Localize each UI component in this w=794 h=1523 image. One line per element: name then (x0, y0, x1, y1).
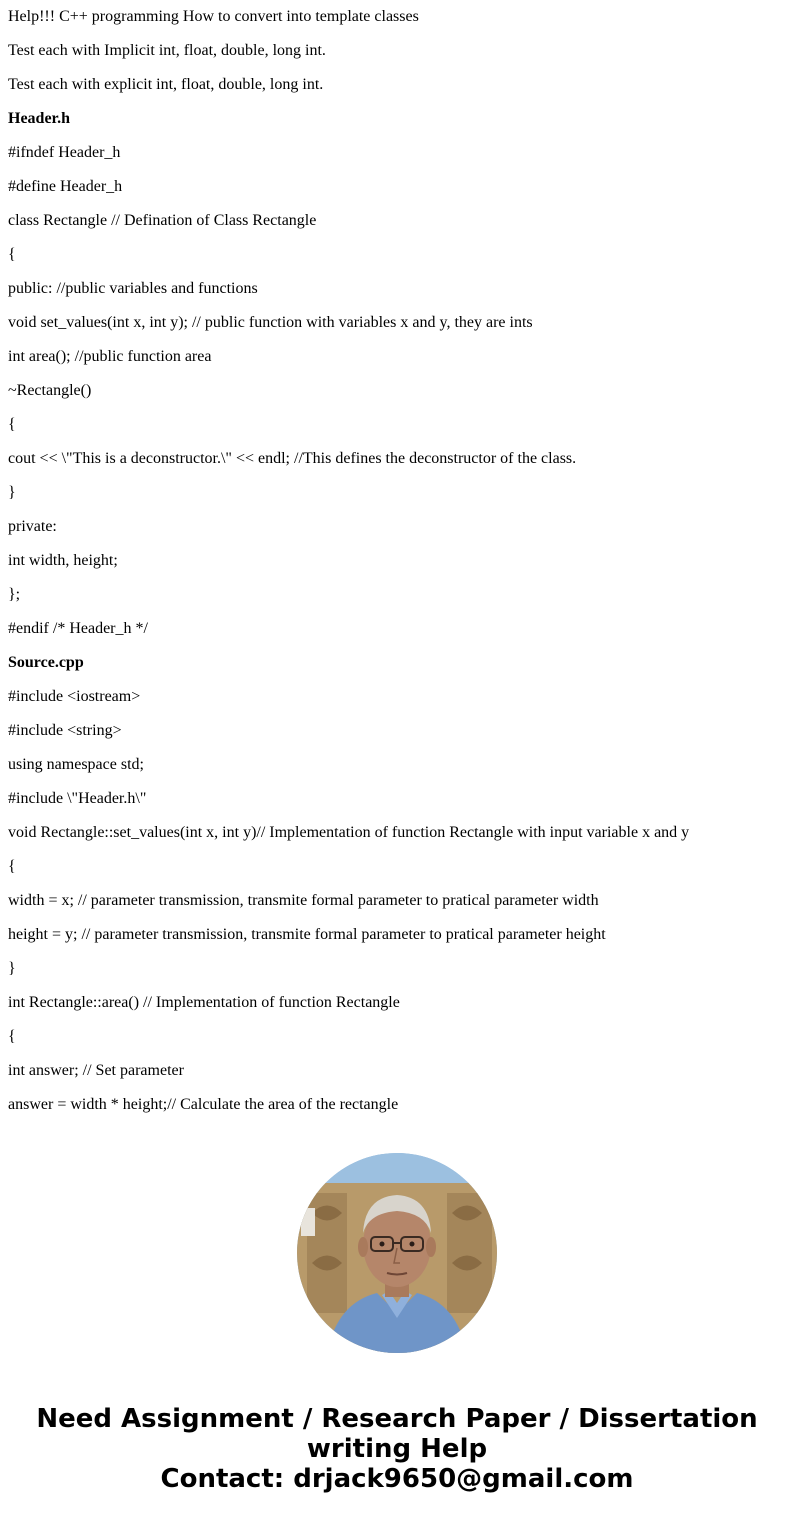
document-line: #include <iostream> (8, 688, 141, 705)
document-line: { (8, 1028, 16, 1045)
document-line: void Rectangle::set_values(int x, int y)// Implementation of function Rectangle with input variable x and y (8, 824, 690, 841)
document-line: ~Rectangle() (8, 382, 92, 399)
document-line: int area(); //public function area (8, 348, 212, 365)
document-line: using namespace std; (8, 756, 144, 773)
document-line: int width, height; (8, 552, 118, 569)
document-line: void set_values(int x, int y); // public function with variables x and y, they are ints (8, 314, 533, 331)
document-line: } (8, 484, 16, 501)
document-line: public: //public variables and functions (8, 280, 258, 297)
portrait-icon (297, 1153, 497, 1353)
document-line: #include \"Header.h\" (8, 790, 147, 807)
document-line: Help!!! C++ programming How to convert into template classes (8, 8, 419, 25)
footer-contact: Contact: drjack9650@gmail.com (160, 1464, 634, 1494)
document-line: int answer; // Set parameter (8, 1062, 184, 1079)
document-line: { (8, 416, 16, 433)
document-line: Test each with explicit int, float, double, long int. (8, 76, 324, 93)
document-line: cout << \"This is a deconstructor.\" << endl; //This defines the deconstructor of the class. (8, 450, 577, 467)
document-line: { (8, 246, 16, 263)
document-line: #endif /* Header_h */ (8, 620, 148, 637)
document-line: Test each with Implicit int, float, double, long int. (8, 42, 326, 59)
document-line: private: (8, 518, 57, 535)
document-line: width = x; // parameter transmission, transmite formal parameter to pratical parameter width (8, 892, 599, 909)
footer-line-1: Need Assignment / Research Paper / Dissertation (36, 1404, 758, 1434)
document-line: int Rectangle::area() // Implementation of function Rectangle (8, 994, 400, 1011)
document-line: answer = width * height;// Calculate the area of the rectangle (8, 1096, 399, 1113)
document-line: #ifndef Header_h (8, 144, 121, 161)
document-line: height = y; // parameter transmission, transmite formal parameter to pratical parameter height (8, 926, 606, 943)
document-line: { (8, 858, 16, 875)
document-line: }; (8, 586, 21, 603)
author-avatar (297, 1153, 497, 1353)
footer-line-2: writing Help (306, 1434, 488, 1464)
document-line: #define Header_h (8, 178, 123, 195)
document-line: class Rectangle // Defination of Class Rectangle (8, 212, 317, 229)
section-heading: Header.h (8, 110, 71, 127)
document-line: } (8, 960, 16, 977)
section-heading: Source.cpp (8, 654, 84, 671)
document-line: #include <string> (8, 722, 122, 739)
contact-footer (0, 1404, 794, 1494)
